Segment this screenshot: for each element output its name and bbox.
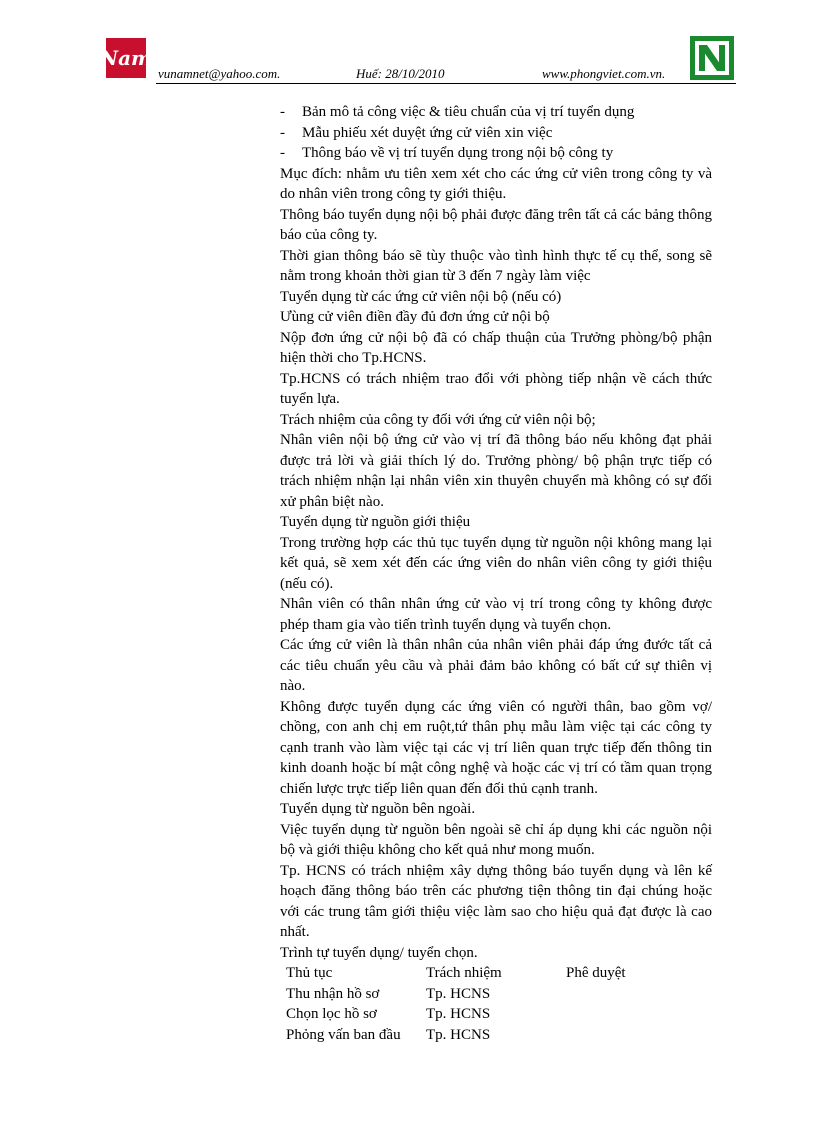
- page-header: [100, 36, 740, 86]
- table-row: [286, 1025, 712, 1046]
- paragraph: Nhân viên có thân nhân ứng cử vào vị trí trong công ty không được phép tham gia vào tiến trình tuyển dụng và tuyển chọn.: [280, 596, 712, 633]
- table-cell: Phỏng vấn ban đầu: [286, 1026, 401, 1043]
- table-cell: Chọn lọc hồ sơ: [286, 1006, 377, 1022]
- phongviet-logo-icon: [690, 36, 734, 80]
- table-cell: [566, 1004, 706, 1025]
- table-row: [286, 984, 712, 1005]
- bullet-text: Bản mô tả công việc & tiêu chuẩn của vị trí tuyển dụng: [302, 104, 635, 120]
- table-header-cell: Trách nhiệm: [426, 965, 502, 981]
- vunam-logo: [99, 38, 153, 78]
- paragraph: Nộp đơn ứng cử nội bộ đã có chấp thuận của Trưởng phòng/bộ phận hiện thời cho Tp.HCNS.: [280, 329, 712, 366]
- bullet-item: [280, 143, 712, 164]
- bullet-dash: -: [280, 124, 285, 141]
- paragraph: Ưùng cử viên điền đầy đủ đơn ứng cử nội bộ: [280, 309, 550, 325]
- section-heading: Tuyển dụng từ nguồn giới thiệu: [280, 514, 471, 530]
- bullet-text: Mẫu phiếu xét duyệt ứng cử viên xin việc: [302, 124, 553, 141]
- paragraph: Các ứng cử viên là thân nhân của nhân viên phải đáp ứng đước tất cả các tiêu chuẩn yêu cầu và phải đảm bảo không có bất cứ sự thiên vị nào.: [280, 637, 712, 694]
- bullet-item: [280, 102, 712, 123]
- table-cell: [566, 984, 706, 1005]
- paragraph: Việc tuyển dụng từ nguồn bên ngoài sẽ chỉ áp dụng khi các nguồn nội bộ và giới thiệu không cho kết quả như mong muốn.: [280, 821, 712, 858]
- paragraph: Nhân viên nội bộ ứng cử vào vị trí đã thông báo nếu không đạt phải được trả lời và giải thích lý do. Trưởng phòng/ bộ phận trực tiếp có trách nhiệm nhận lại nhân viên xin thuyên chuyển mà không có sự đối xử phân biệt nào.: [280, 432, 712, 510]
- bullet-dash: -: [280, 104, 285, 120]
- table-cell: Tp. HCNS: [426, 985, 491, 1002]
- paragraph: Thông báo tuyển dụng nội bộ phải được đăng trên tất cả các bảng thông báo của công ty.: [280, 206, 712, 243]
- document-body: [280, 102, 712, 1045]
- paragraph: Trong trường hợp các thủ tục tuyển dụng từ nguồn nội không mang lại kết quả, sẽ xem xét đến các ứng viên do nhân viên công ty giới thiệu (nếu có).: [280, 534, 712, 592]
- paragraph: Tp.HCNS có trách nhiệm trao đổi với phòng tiếp nhận về cách thức tuyển lựa.: [280, 370, 712, 407]
- table-cell: Tp. HCNS: [426, 1026, 491, 1043]
- paragraph: Không được tuyển dụng các ứng viên có người thân, bao gồm vợ/ chồng, con anh chị em ruột,tứ thân phụ mẫu làm việc tại các công ty cạnh tranh vào làm việc tại các vị trí liên quan trực tiếp đến thông tin kinh doanh hoặc bí mật công nghệ và hoặc các vị trí có tầm quan trọng chiến lược trực tiếp liên quan đến đối thủ cạnh tranh.: [280, 698, 712, 797]
- table-header-row: [286, 963, 712, 984]
- bullet-text: Thông báo về vị trí tuyển dụng trong nội bộ công ty: [302, 145, 614, 161]
- table-cell: Tp. HCNS: [426, 1006, 491, 1022]
- table-row: [286, 1004, 712, 1025]
- section-heading: Tuyển dụng từ nguồn bên ngoài.: [280, 801, 476, 817]
- paragraph: Thời gian thông báo sẽ tùy thuộc vào tình hình thực tế cụ thể, song sẽ nằm trong khoản thời gian từ 3 đến 7 ngày làm việc: [280, 247, 712, 284]
- header-rule: [156, 83, 736, 84]
- section-heading: Trình tự tuyển dụng/ tuyển chọn.: [280, 944, 478, 961]
- section-heading: Tuyển dụng từ các ứng cử viên nội bộ (nếu có): [280, 288, 562, 305]
- vunam-logo-text: Nam: [99, 46, 153, 70]
- table-cell: [566, 1025, 706, 1046]
- table-header-cell: Thủ tục: [286, 965, 333, 981]
- paragraph: Trách nhiệm của công ty đối với ứng cử viên nội bộ;: [280, 411, 596, 428]
- bullet-dash: -: [280, 145, 285, 161]
- header-email: vunamnet@yahoo.com.: [158, 66, 281, 81]
- header-date: Huế: 28/10/2010: [356, 66, 445, 81]
- table-header-cell: Phê duyệt: [566, 965, 626, 981]
- bullet-item: [280, 123, 712, 144]
- procedure-table: [286, 963, 712, 1045]
- paragraph-purpose: Mục đích: nhằm ưu tiên xem xét cho các ứng cử viên trong công ty và do nhân viên trong công ty giới thiệu.: [280, 165, 712, 202]
- table-cell: Thu nhận hồ sơ: [286, 985, 380, 1002]
- header-website: www.phongviet.com.vn.: [542, 66, 666, 81]
- paragraph: Tp. HCNS có trách nhiệm xây dựng thông báo tuyển dụng và lên kế hoạch đăng thông báo trên các phương tiện thông tin đại chúng hoặc với các trung tâm giới thiệu việc làm sao cho hiệu quả đạt được là cao nhất.: [280, 862, 712, 940]
